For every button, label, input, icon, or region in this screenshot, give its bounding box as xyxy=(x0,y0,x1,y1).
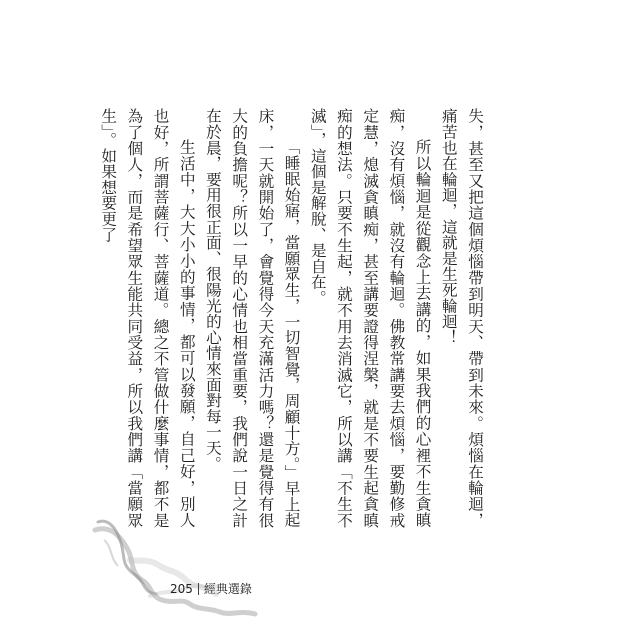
page-number: 205 xyxy=(170,581,193,596)
ink-wash-decoration xyxy=(90,500,260,620)
footer-divider xyxy=(198,583,199,595)
paragraph-4: 生活中，大大小小的事情，都可以發願，自己好，別人也好，所謂菩薩行、菩薩道。總之不管做什麼事情，都不是為了個人，而是希望眾生能共同受益，所以我們講「當願眾生」。如果想要更了 xyxy=(99,108,196,528)
section-title: 經典選錄 xyxy=(203,582,252,596)
paragraph-1: 失，甚至又把這個煩惱帶到明天、帶到未來。煩惱在輪迴，痛苦也在輪迴，這就是生死輪迴！ xyxy=(439,108,484,528)
vertical-text-block xyxy=(95,108,488,528)
paragraph-3: 「睡眠始寤，當願眾生，一切智覺，周顧十方。」早上起床，一天就開始了，會覺得今天充滿活力嗎？還是覺得有很大的負擔呢？所以一早的心情也相當重要，我們說一日之計在於晨，要用很正面、很陽光的心情來面對每一天。 xyxy=(203,108,301,528)
page-footer xyxy=(170,580,252,597)
paragraph-2: 所以輪迴是從觀念上去講的，如果我們的心裡不生貪瞋痴，沒有煩惱，就沒有輪迴。佛教常講要去煩惱，要勤修戒定慧，熄滅貪瞋痴，甚至講要證得涅槃，就是不要生起貪瞋痴的想法。只要不生起，就不用去消滅它，所以講「不生不滅」，這個是解脫、是自在。 xyxy=(308,108,432,528)
